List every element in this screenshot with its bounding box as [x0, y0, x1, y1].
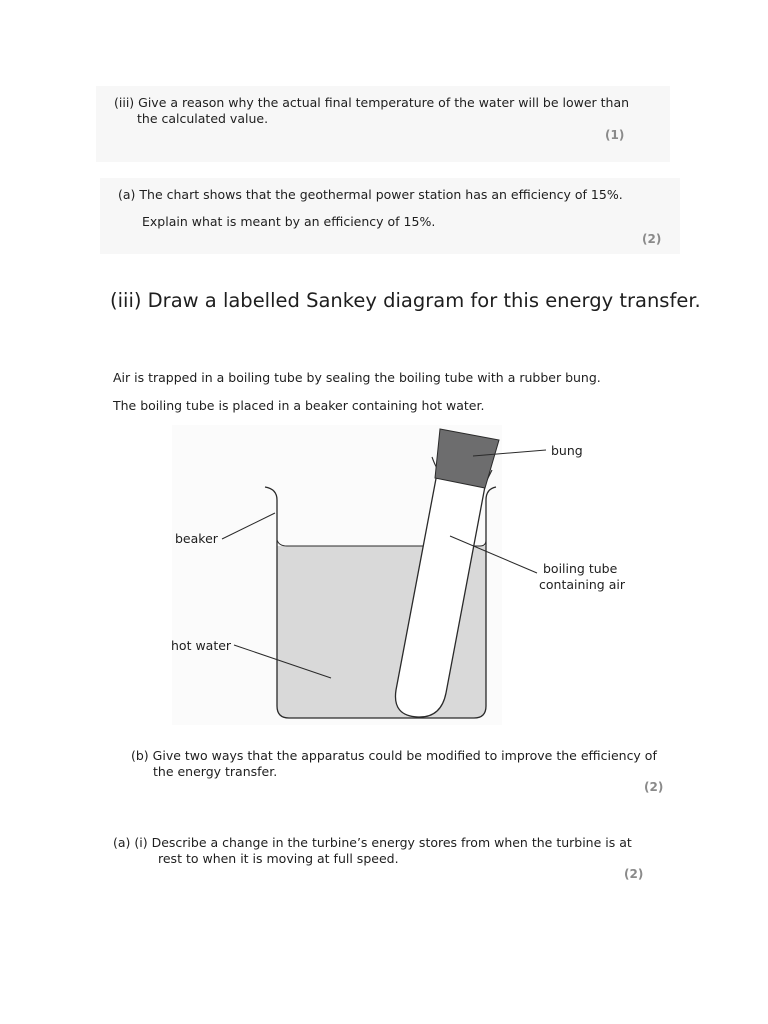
question-intro: Air is trapped in a boiling tube by sealing the boiling tube with a rubber bung.	[113, 370, 601, 385]
question-text: (iii) Give a reason why the actual final temperature of the water will be lower than	[114, 95, 630, 110]
boiling-tube-label: boiling tube	[543, 561, 618, 576]
question-text: rest to when it is moving at full speed.	[158, 851, 399, 866]
sankey-question-heading: (iii) Draw a labelled Sankey diagram for this energy transfer.	[110, 289, 701, 312]
boiling-tube-label: containing air	[539, 577, 625, 592]
question-intro: The boiling tube is placed in a beaker containing hot water.	[113, 398, 485, 413]
question-text: the calculated value.	[137, 111, 269, 126]
question-text: (b) Give two ways that the apparatus could be modified to improve the efficiency of	[131, 748, 657, 763]
bung-label: bung	[551, 443, 583, 458]
marks-label: (2)	[642, 232, 662, 246]
bung	[435, 429, 499, 488]
question-text: (a) (i) Describe a change in the turbine’s energy stores from when the turbine is at	[113, 835, 632, 850]
beaker-label: beaker	[175, 531, 218, 546]
marks-label: (2)	[624, 867, 644, 881]
hot-water-label: hot water	[171, 638, 232, 653]
beaker-leader-line	[222, 513, 275, 539]
question-text: Explain what is meant by an efficiency of 15%.	[142, 214, 436, 229]
question-text: the energy transfer.	[153, 764, 278, 779]
question-text: (a) The chart shows that the geothermal power station has an efficiency of 15%.	[118, 187, 623, 202]
marks-label: (1)	[605, 128, 625, 142]
marks-label: (2)	[644, 780, 664, 794]
